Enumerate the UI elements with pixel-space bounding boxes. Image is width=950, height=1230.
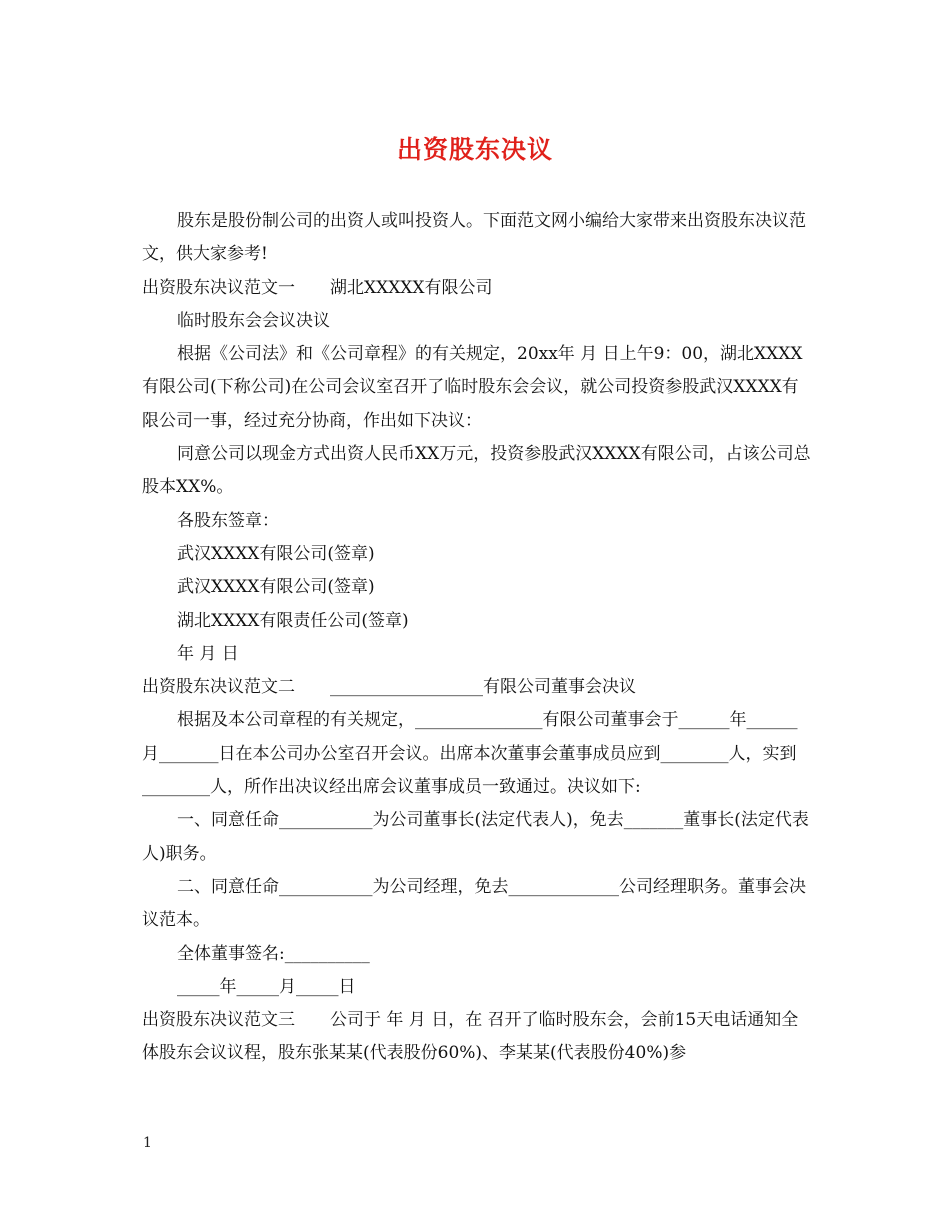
page-number: 1 (143, 1135, 152, 1151)
date-line: _____年_____月_____日 (177, 976, 356, 997)
paragraph: 根据《公司法》和《公司章程》的有关规定，20xx年 月 日上午9：00，湖北XXXX有限公司(下称公司)在公司会议室召开了临时股东会会议，就公司投资参股武汉XXXX有限公司一事，经过充分协商，作出如下决议： (142, 344, 803, 431)
paragraph-subtitle: 临时股东会会议决议 (177, 310, 330, 331)
section-heading-text: 公司于 年 月 日，在 召开了临时股东会，会前15天电话通知全体股东会议议程，股东张某某(代表股份60%)、李某某(代表股份40%)参 (142, 1010, 799, 1064)
paragraph: 二、同意任命___________为公司经理，免去_____________公司经理职务。董事会决议范本。 (142, 876, 806, 931)
paragraph: 同意公司以现金方式出资人民币XX万元，投资参股武汉XXXX有限公司，占该公司总股本XX%。 (142, 444, 811, 498)
paragraph: 根据及本公司章程的有关规定，_______________有限公司董事会于______年______月_______日在本公司办公室召开会议。出席本次董事会董事成员应到________人，实到________人，所作出决议经出席会议董事成员一致通过。决议如下: (142, 710, 798, 798)
signature-line: 全体董事签名:__________ (177, 943, 370, 964)
section-heading-text: 湖北XXXXX有限公司 (330, 277, 493, 298)
section-label: 出资股东决议范文一 (142, 277, 295, 298)
document-body (142, 205, 812, 1071)
paragraph-intro: 股东是股份制公司的出资人或叫投资人。下面范文网小编给大家带来出资股东决议范文，供大家参考! (142, 211, 806, 265)
signature-line: 湖北XXXX有限责任公司(签章) (177, 610, 409, 631)
section-heading-1 (142, 272, 812, 305)
signature-line: 武汉XXXX有限公司(签章) (177, 543, 375, 564)
document-title: 出资股东决议 (396, 135, 553, 164)
section-label: 出资股东决议范文三 (142, 1010, 295, 1031)
paragraph: 一、同意任命___________为公司董事长(法定代表人)，免去_______董事长(法定代表人)职务。 (142, 810, 809, 864)
section-heading-text: __________________有限公司董事会决议 (330, 677, 636, 698)
date-line: 年 月 日 (177, 643, 239, 664)
section-heading-2 (142, 671, 812, 704)
signature-label: 各股东签章： (177, 510, 279, 531)
section-label: 出资股东决议范文二 (142, 677, 295, 698)
section-heading-3 (142, 1004, 812, 1071)
signature-line: 武汉XXXX有限公司(签章) (177, 577, 375, 598)
